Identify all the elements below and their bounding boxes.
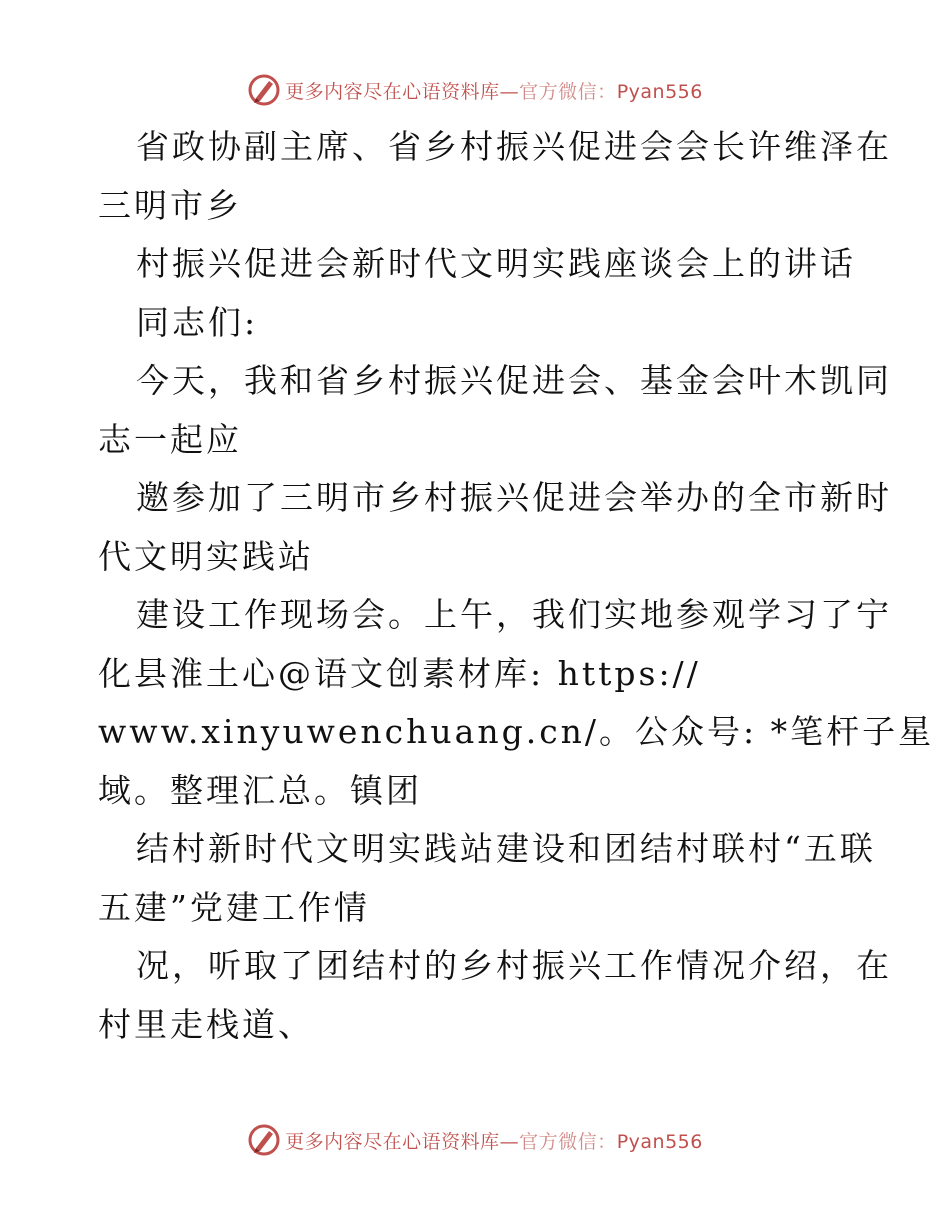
text-line: 省政协副主席、省乡村振兴促进会会长许维泽在	[136, 127, 892, 166]
text-line: 村振兴促进会新时代文明实践座谈会上的讲话	[136, 244, 856, 283]
text-line: 况，听取了团结村的乡村振兴工作情况介绍，在	[136, 946, 892, 985]
text-line: 域。整理汇总。镇团	[98, 770, 422, 810]
text-line: 三明市乡	[98, 185, 242, 225]
footer-wechat-id: Pyan556	[616, 1130, 703, 1153]
header-title: 更多内容尽在心语资料库	[285, 80, 500, 103]
footer-text	[285, 1127, 703, 1154]
footer-dash: —	[499, 1130, 520, 1153]
text-line: www.xinyuwenchuang.cn/。公众号: *笔杆子星	[98, 712, 935, 751]
document-body	[98, 118, 935, 1054]
header-dash: —	[499, 80, 520, 103]
text-line: 同志们:	[136, 302, 259, 342]
text-line: 建设工作现场会。上午，我们实地参观学习了宁	[136, 595, 892, 634]
text-line: 村里走栈道、	[98, 1004, 314, 1044]
pen-logo-icon	[247, 73, 281, 107]
text-line: 邀参加了三明市乡村振兴促进会举办的全市新时	[136, 478, 892, 517]
pen-logo-icon	[247, 1123, 281, 1157]
header-watermark	[0, 68, 950, 112]
text-line: 志一起应	[98, 419, 242, 459]
text-line: 化县淮土心@语文创素材库: https://	[98, 653, 701, 693]
footer-wechat-label: 官方微信：	[519, 1130, 617, 1153]
header-wechat-id: Pyan556	[616, 80, 703, 103]
text-line: 五建”党建工作情	[98, 887, 370, 927]
header-wechat-label: 官方微信：	[519, 80, 617, 103]
header-text	[285, 77, 703, 104]
footer-watermark	[0, 1118, 950, 1162]
text-line: 结村新时代文明实践站建设和团结村联村“五联	[136, 829, 876, 868]
text-line: 代文明实践站	[98, 536, 314, 576]
footer-title: 更多内容尽在心语资料库	[285, 1130, 500, 1153]
text-line: 今天，我和省乡村振兴促进会、基金会叶木凯同	[136, 361, 892, 400]
